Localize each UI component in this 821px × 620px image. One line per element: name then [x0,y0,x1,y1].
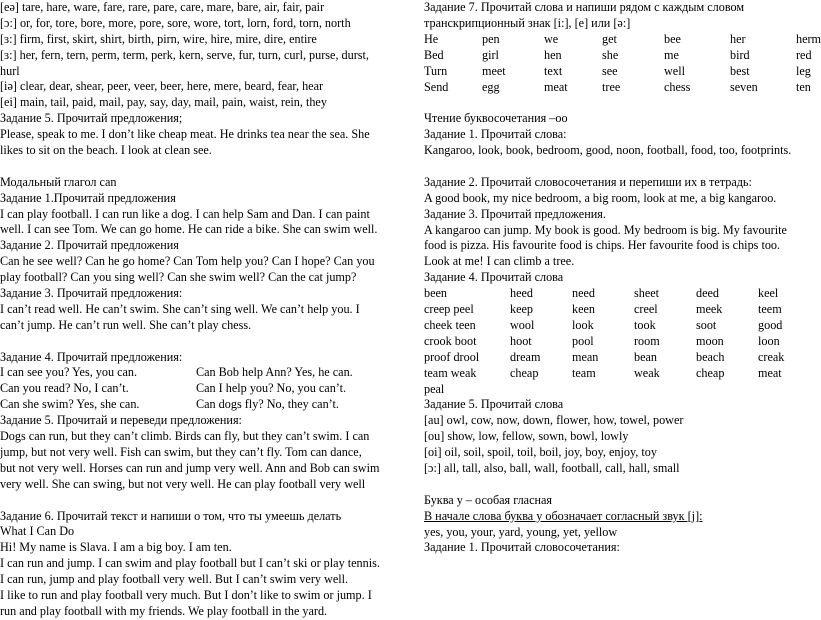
oo-task4-word: dream [510,349,541,364]
phonetic-line-e-long-2: [ɜ:] her, fern, tern, perm, term, perk, kern, serve, fur, turn, curl, purse, durst, [0,47,369,62]
modal-task1-title: Задание 1.Прочитай предложения [0,190,176,205]
task7-word: pen [482,31,500,46]
task7-word: seven [730,79,758,94]
modal-task6-line: run and play football with my friends. We play football in the yard. [0,603,328,618]
oo-task4-word: been [424,286,448,301]
task5-line: Please, speak to me. I don’t like cheap meat. He drinks tea near the sea. She [0,127,370,142]
oo-task4-word: loon [758,333,780,348]
oo-task4-word: good [758,317,783,332]
phonetic-line-ie: [iə] clear, dear, shear, peer, veer, beer, here, mere, beard, fear, hear [0,79,324,94]
task7-word: text [544,63,563,78]
modal-task6-title: Задание 6. Прочитай текст и напиши о том, что ты умеешь делать [0,508,342,523]
oo-task3-line: food is pizza. His favourite food is chips. Her favourite food is chips too. [424,238,781,253]
oo-task4-word: creel [634,302,658,316]
oo-task2-text: A good book, my nice bedroom, a big room, look at me, a big kangaroo. [424,190,777,205]
phonetic-line-ea: [eə] tare, hare, ware, fare, rare, pare, care, mare, bare, air, fair, pair [0,0,325,14]
task7-word: Turn [424,63,448,78]
task7-word: hen [544,47,562,62]
modal-task5-line: very well. She can swing, but not very well. He can play football very well [0,476,366,491]
oo-task4-word: cheap [696,365,725,380]
diphthong-line-o-long: [ɔ:] all, tall, also, ball, wall, football, call, hall, small [424,460,680,475]
modal-task5-line: Dogs can run, but they can’t climb. Birds can fly, but they can’t swim. I can [0,429,370,444]
task5-title: Задание 5. Прочитай предложения; [0,111,183,126]
oo-task3-line: Look at me! I can climb a tree. [424,254,575,269]
task7-word: she [602,47,619,62]
task7-word: bird [730,47,750,62]
letter-y-words: yes, you, your, yard, young, yet, yellow [424,524,618,539]
oo-task3-line: A kangaroo can jump. My book is good. My bedroom is big. My favourite [424,222,787,237]
modal-task3-line: can’t jump. He can’t run well. She can’t play chess. [0,317,252,332]
left-column [0,0,392,620]
oo-task4-word: beach [696,349,725,364]
oo-task4-word-table [424,286,816,381]
task7-subtitle: транскрипционный знак [i:], [e] или [ə:] [424,15,631,30]
oo-task4-title: Задание 4. Прочитай слова [424,270,564,285]
task4-question: Can you read? No, I can’t. [0,381,129,396]
task7-word: see [602,63,618,78]
oo-task4-word: took [634,317,656,332]
oo-task4-word: keen [572,302,596,316]
task5-line: likes to sit on the beach. I look at clean see. [0,143,212,158]
oo-task2-title: Задание 2. Прочитай словосочетания и перепиши их в тетрадь: [424,174,752,189]
modal-task6-line: I can run and jump. I can swim and play football but I can’t ski or play tennis. [0,556,380,571]
phonetic-line-ei: [ei] main, tail, paid, mail, pay, say, day, mail, pain, waist, rein, they [0,95,327,110]
task7-title: Задание 7. Прочитай слова и напиши рядом с каждым словом [424,0,745,14]
task4-question: Can dogs fly? No, they can’t. [196,397,339,412]
task7-word: leg [796,63,811,78]
oo-task4-word: room [634,333,660,348]
task7-word: Send [424,79,449,94]
modal-task5-title: Задание 5. Прочитай и переведи предложения: [0,413,242,428]
task7-word: best [730,63,750,78]
section-heading-letter-y: Буква y – особая гласная [424,492,553,507]
oo-task4-word: need [572,286,596,301]
phonetic-line-e-long-2b: hurl [0,63,20,78]
oo-task4-word: creak [758,349,785,364]
oo-task4-word: meek [696,302,723,316]
modal-task4-pairs [0,365,392,413]
oo-task4-word: keel [758,286,779,301]
diphthong-line-au: [au] owl, cow, now, down, flower, how, towel, power [424,413,684,428]
task7-word: herm [796,31,821,46]
oo-task1-title: Задание 1. Прочитай слова: [424,127,567,142]
task7-word: her [730,31,746,46]
right-column [424,0,821,556]
modal-task5-line: but not very well. Horses can run and jump very well. Ann and Bob can swim [0,460,380,475]
task7-word: get [602,31,617,46]
task4-question: I can see you? Yes, you can. [0,365,138,380]
oo-task4-word: teem [758,302,782,316]
task7-word: ten [796,79,811,94]
oo-task4-word: wool [510,317,535,332]
oo-task4-word: look [572,317,594,332]
section-heading-modal-can: Модальный глагол can [0,174,117,189]
oo-task4-word: proof drool [424,349,480,364]
modal-task2-line: Can he see well? Can he go home? Can Tom help you? Can I hope? Can you [0,254,375,269]
task4-question: Can I help you? No, you can’t. [196,381,347,396]
oo-task4-word: team [572,365,596,380]
modal-task1-line: I can play football. I can run like a dog. I can help Sam and Dan. I can paint [0,206,370,221]
diphthong-line-ou: [ou] show, low, fellow, sown, bowl, lowly [424,429,629,444]
task7-word: meet [482,63,506,78]
task7-word: chess [664,79,691,94]
oo-task4-last-word: peal [424,381,445,396]
task7-word: bee [664,31,681,46]
oo-task4-word: bean [634,349,658,364]
oo-task4-word: soot [696,317,717,332]
task7-word: tree [602,79,621,94]
modal-task1-line: well. I can see Tom. We can go home. He can ride a bike. She can swim well. [0,222,378,237]
letter-y-rule: В начале слова буква y обозначает согласный звук [j]: [424,508,703,523]
task4-question: Can Bob help Ann? Yes, he can. [196,365,353,380]
modal-task6-line: I like to run and play football very much. But I don’t like to swim or jump. I [0,588,372,602]
oo-task4-word: meat [758,365,782,380]
phonetic-line-o-long: [ɔ:] or, for, tore, bore, more, pore, sore, wore, tort, lorn, ford, torn, north [0,15,351,30]
task7-word: He [424,31,439,46]
oo-task4-word: moon [696,333,724,348]
modal-task6-subtitle: What I Can Do [0,524,75,539]
modal-task4-title: Задание 4. Прочитай предложения: [0,349,183,364]
oo-task5-title: Задание 5. Прочитай слова [424,397,564,412]
modal-task5-line: jump, but not very well. Fish can swim, but they can’t fly. Tom can dance, [0,444,362,459]
oo-task4-word: cheap [510,365,539,380]
letter-y-task1-title: Задание 1. Прочитай словосочетания: [424,540,620,555]
oo-task4-word: pool [572,333,594,348]
modal-task6-line: Hi! My name is Slava. I am a big boy. I am ten. [0,540,232,555]
oo-task4-word: team weak [424,365,477,380]
modal-task3-line: I can’t read well. He can’t swim. She can’t sing well. We can’t help you. I [0,301,360,316]
task7-word: Bed [424,47,444,62]
task7-word: red [796,47,812,62]
oo-task4-word: mean [572,349,599,364]
oo-task4-word: weak [634,365,660,380]
section-heading-oo: Чтение буквосочетания –oo [424,111,568,126]
oo-task4-word: creep peel [424,302,474,316]
task7-word: girl [482,47,499,62]
oo-task4-word: heed [510,286,534,301]
oo-task3-title: Задание 3. Прочитай предложения. [424,206,606,221]
diphthong-line-oi: [oi] oil, soil, spoil, toil, boil, joy, boy, enjoy, toy [424,445,657,460]
modal-task2-title: Задание 2. Прочитай предложения [0,238,179,253]
oo-task1-words: Kangaroo, look, book, bedroom, good, noon, football, food, too, footprints. [424,143,792,158]
modal-task2-line: play football? Can you sing well? Can she swim well? Can the cat jump? [0,270,357,285]
modal-task3-title: Задание 3. Прочитай предложения: [0,286,183,301]
oo-task4-word: cheek teen [424,317,476,332]
task7-word: we [544,31,559,46]
phonetic-line-e-long-1: [ɜ:] firm, first, skirt, shirt, birth, pirn, wire, hire, mire, dire, entire [0,31,317,46]
task7-word: well [664,63,685,78]
task7-word: meat [544,79,568,94]
oo-task4-word: hoot [510,333,532,348]
task7-word: egg [482,79,500,94]
task7-word: me [664,47,679,62]
oo-task4-word: sheet [634,286,660,301]
task7-word-table [424,31,821,96]
oo-task4-word: crook boot [424,333,477,348]
oo-task4-word: keep [510,302,534,316]
modal-task6-line: I can run, jump and play football very well. But I can’t swim very well. [0,572,349,587]
task4-question: Can she swim? Yes, she can. [0,397,140,412]
oo-task4-word: deed [696,286,720,301]
